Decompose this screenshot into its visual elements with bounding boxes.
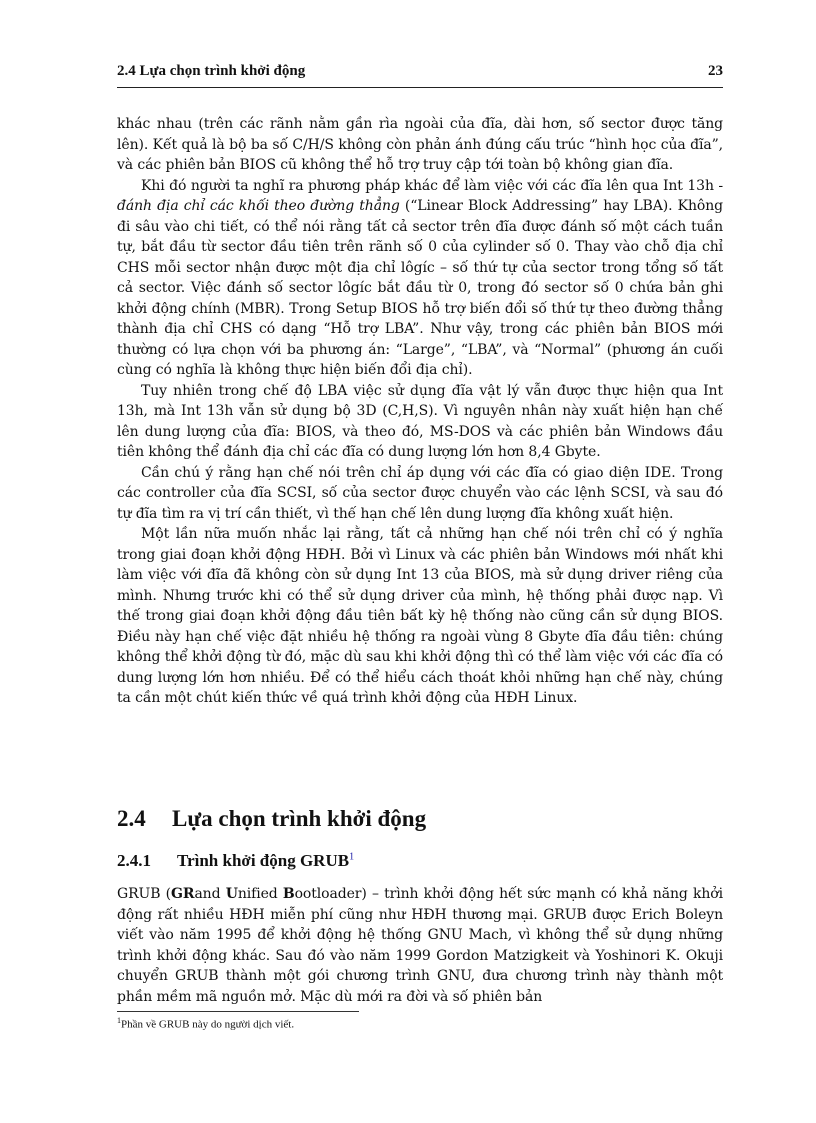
section-number: 2.4 [117,806,146,831]
footnote-text: Phần về GRUB này do người dịch viết. [121,1018,295,1031]
footnote-mark: 1 [117,1016,121,1025]
paragraph-1: khác nhau (trên các rãnh nằm gần rìa ngoài của đĩa, dài hơn, số sector được tăng lên). Kết quả là bộ ba số C/H/S không còn phản ánh đúng cấu trúc “hình học của đĩa”, và các phiên bản BIOS cũ không thể hỗ trợ truy cập tới toàn bộ không gian đĩa. [117,116,723,173]
footnote-link[interactable]: 1 [349,851,355,863]
header-rule [117,87,723,88]
grub-nified: nified [237,886,283,902]
paragraph-3: Tuy nhiên trong chế độ LBA việc sử dụng đĩa vật lý vẫn được thực hiện qua Int 13h, mà Int 13h vẫn sử dụng bộ 3D (C,H,S). Vì nguyên nhân này xuất hiện hạn chế lên dung lượng của đĩa: BIOS, và theo đó, MS-DOS và các phiên bản Windows đầu tiên không thể đánh địa chỉ các đĩa có dung lượng lớn hơn 8,4 Gbyte. [117,382,723,460]
lba-text-after: (“Linear Block Addressing” hay LBA). Không đi sâu vào chi tiết, có thể nói rằng tất cả sector trên đĩa được đánh số một cách tuần tự, bắt đầu từ sector đầu tiên trên rãnh số 0 của cylinder số 0. Thay vào chỗ địa chỉ CHS mỗi sector nhận được một địa chỉ lôgíc – số thứ tự của sector trong tổng số tất cả sector. Việc đánh số sector lôgíc bắt đầu từ 0, trong đó sector số 0 chứa bản ghi khởi động chính (MBR). Trong Setup BIOS hỗ trợ biến đổi số thứ tự theo đường thẳng thành địa chỉ CHS có dạng “Hỗ trợ LBA”. Như vậy, trong các phiên bản BIOS mới thường có lựa chọn với ba phương án: “Large”, “LBA”, và “Normal” (phương án cuối cùng có nghĩa là không thực hiện biến đổi địa chỉ). [117,198,723,378]
grub-open: ( [160,886,172,902]
footnote-rule [117,1011,359,1012]
paragraph-4: Cần chú ý rằng hạn chế nói trên chỉ áp dụng với các đĩa có giao diện IDE. Trong các controller của đĩa SCSI, số của sector được chuyển vào các lệnh SCSI, và sau đó tự đĩa tìm ra vị trí cần thiết, vì thế hạn chế lên dung lượng đĩa không xuất hiện. [117,464,723,522]
lba-emphasis: đánh địa chỉ các khối theo đường thẳng [117,198,400,214]
paragraph-grub [117,884,723,1007]
lba-text-before: Khi đó người ta nghĩ ra phương pháp khác để làm việc với các đĩa lên qua Int 13h - [141,177,723,194]
section-title: Lựa chọn trình khởi động [172,806,427,831]
paragraph-lba [117,176,723,381]
grub-name: GRUB [117,886,161,902]
subsection-heading [117,851,723,871]
grub-and: and [194,886,226,902]
subsection-number: 2.4.1 [117,851,151,870]
page-number: 23 [708,63,723,79]
running-header [117,63,723,85]
grub-body-text [117,884,723,1007]
header-title: 2.4 Lựa chọn trình khởi động [117,63,306,79]
grub-rest: – trình khởi động hết sức mạnh có khả năng khởi động rất nhiều HĐH miễn phí cũng như HĐH thương mại. GRUB được Erich Boleyn viết vào năm 1995 để khởi động hệ thống GNU Mach, vì không thể sử dụng những trình khởi động khác. Sau đó vào năm 1999 Gordon Matzigkeit và Yoshinori K. Okuji chuyển GRUB thành một gói chương trình GNU, đưa chương trình này thành một phần mềm mã nguồn mở. Mặc dù mới ra đời và số phiên bản [117,886,724,1005]
paragraph-5: Một lần nữa muốn nhắc lại rằng, tất cả những hạn chế nói trên chỉ có ý nghĩa trong giai đoạn khởi động HĐH. Bởi vì Linux và các phiên bản Windows mới nhất khi làm việc với đĩa đã không còn sử dụng Int 13 của BIOS, mà sử dụng driver riêng của mình. Nhưng trước khi có thể sử dụng driver của mình, hệ thống phải được nạp. Vì thế trong giai đoạn khởi động đầu tiên bất kỳ hệ thống nào cũng cần sử dụng BIOS. Điều này hạn chế việc đặt nhiều hệ thống ra ngoài vùng 8 Gbyte đĩa đầu tiên: chúng không thể khởi động từ đó, mặc dù sau khi khởi động thì có thể làm việc với các đĩa có dung lượng lớn hơn nhiều. Để có thể hiểu cách thoát khỏi những hạn chế này, chúng ta cần một chút kiến thức về quá trình khởi động của HĐH Linux. [117,526,723,706]
body-text [117,114,723,709]
grub-ootloader: ootloader) [294,886,367,902]
subsection-title: Trình khởi động GRUB [177,851,350,870]
section-heading [117,806,723,832]
grub-gr: GR [171,886,195,902]
grub-u: U [225,886,238,902]
footnote [117,1016,723,1031]
grub-b: B [282,886,295,902]
